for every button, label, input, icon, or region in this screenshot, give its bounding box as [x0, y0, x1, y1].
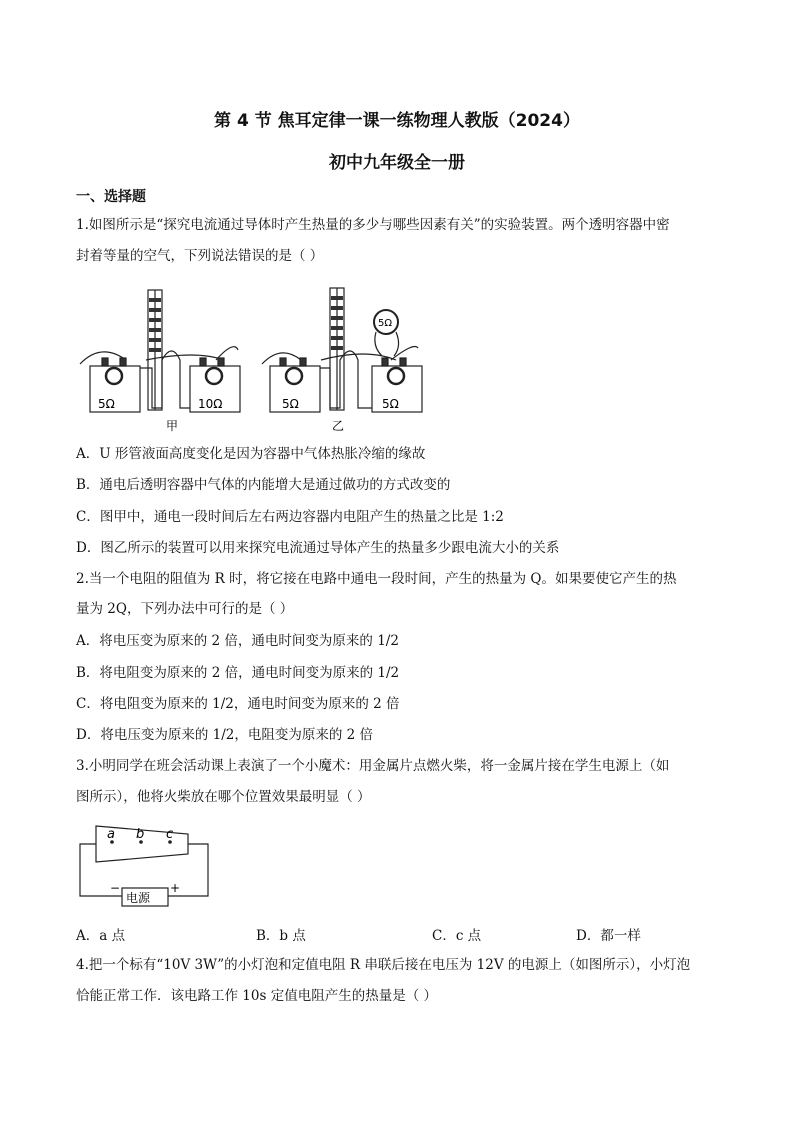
q3-option-a: A．a 点 — [76, 928, 126, 944]
q2-option-a: A．将电压变为原来的 2 倍，通电时间变为原来的 1/2 — [76, 633, 399, 649]
minus-terminal-label: − — [110, 881, 121, 895]
q2-stem-line1: 2.当一个电阻的阻值为 R 时，将它接在电路中通电一段时间，产生的热量为 Q。如果要使它产生的热 — [76, 571, 677, 587]
yi-right-resistor-label: 5Ω — [382, 397, 399, 411]
jia-right-resistor-label: 10Ω — [198, 397, 223, 411]
q1-figure — [76, 284, 426, 434]
yi-outside-resistor-label: 5Ω — [378, 318, 393, 329]
q1-option-c: C．图甲中，通电一段时间后左右两边容器内电阻产生的热量之比是 1:2 — [76, 509, 504, 525]
q3-option-b: B．b 点 — [256, 928, 306, 944]
q1-stem-line1: 1.如图所示是“探究电流通过导体时产生热量的多少与哪些因素有关”的实验装置。两个透明容器中密 — [76, 217, 670, 233]
point-c-label: c — [166, 827, 174, 842]
q3-figure — [76, 820, 216, 912]
q1-option-d: D．图乙所示的装置可以用来探究电流通过导体产生的热量多少跟电流大小的关系 — [76, 540, 560, 556]
plus-terminal-label: + — [170, 881, 181, 895]
power-supply-label: 电源 — [126, 891, 151, 905]
page-title: 第 4 节 焦耳定律一课一练物理人教版（2024） — [214, 111, 580, 131]
q3-option-d: D．都一样 — [576, 928, 641, 944]
point-a-label: a — [107, 827, 115, 842]
q3-options — [76, 924, 736, 944]
q1-option-b: B．通电后透明容器中气体的内能增大是通过做功的方式改变的 — [76, 477, 451, 493]
q2-stem-line2: 量为 2Q，下列办法中可行的是（ ） — [76, 601, 294, 617]
jia-caption: 甲 — [166, 419, 179, 433]
page-subtitle: 初中九年级全一册 — [329, 153, 465, 173]
q1-stem-line2: 封着等量的空气，下列说法错误的是（ ） — [76, 248, 324, 264]
yi-left-resistor-label: 5Ω — [282, 397, 299, 411]
q3-stem-line2: 图所示），他将火柴放在哪个位置效果最明显（ ） — [76, 789, 371, 805]
q4-stem-line2: 恰能正常工作．该电路工作 10s 定值电阻产生的热量是（ ） — [76, 988, 437, 1004]
q1-option-a: A．U 形管液面高度变化是因为容器中气体热胀冷缩的缘故 — [76, 446, 426, 462]
q4-stem-line1: 4.把一个标有“10V 3W”的小灯泡和定值电阻 R 串联后接在电压为 12V 的电源上（如图所示），小灯泡 — [76, 957, 691, 973]
q2-option-b: B．将电阻变为原来的 2 倍，通电时间变为原来的 1/2 — [76, 665, 400, 681]
q3-option-c: C．c 点 — [432, 928, 482, 944]
q2-option-c: C．将电阻变为原来的 1/2，通电时间变为原来的 2 倍 — [76, 696, 400, 712]
jia-left-resistor-label: 5Ω — [98, 397, 115, 411]
point-b-label: b — [136, 827, 145, 842]
section-heading: 一、选择题 — [76, 189, 146, 205]
q2-option-d: D．将电压变为原来的 1/2，电阻变为原来的 2 倍 — [76, 727, 374, 743]
yi-caption: 乙 — [332, 419, 345, 433]
q3-stem-line1: 3.小明同学在班会活动课上表演了一个小魔术：用金属片点燃火柴，将一金属片接在学生电源上（如 — [76, 758, 670, 774]
